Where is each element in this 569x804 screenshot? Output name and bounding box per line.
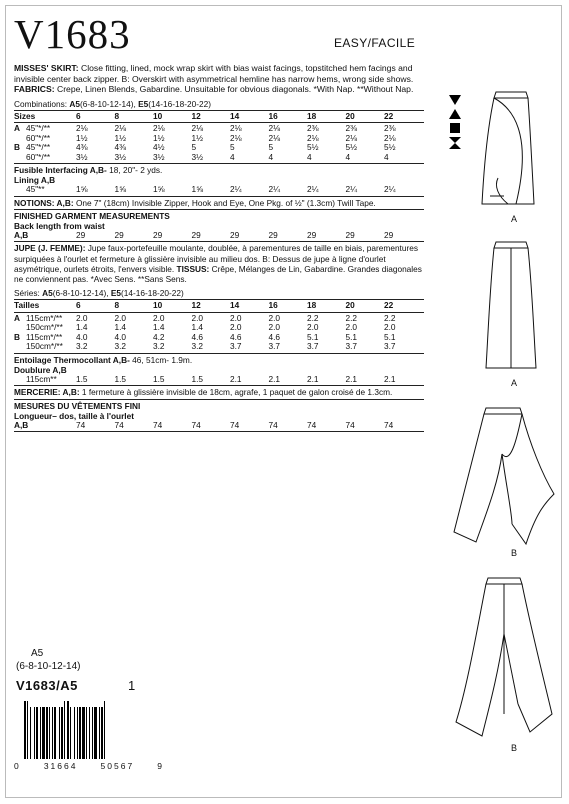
table-cell: 29 [307,229,317,240]
table-cell: 4.0 [114,331,127,342]
table-cell: 4.0 [76,331,88,342]
table-cell: 2.0 [384,322,396,333]
table-cell: 29 [153,229,163,240]
square-icon [448,122,462,134]
table-cell: 5.1 [345,331,358,342]
table-cell: 2.0 [307,322,319,333]
difficulty-label: EASY/FACILE [334,36,416,50]
table-cell: 3.2 [191,341,204,352]
table-cell: 74 [230,419,240,430]
view-b-label: B [511,548,518,558]
size-cell: 12 [191,300,201,311]
table-cell: 29 [191,229,201,240]
table-cell: 2.1 [307,373,319,384]
table-cell: 74 [114,419,124,430]
french-description: JUPE (J. FEMME): Jupe faux-portefeuille moulante, doublée, à parementures de taille en biais, parementures surpiquées à l'ourlet et fermeture à glissière invisible au milieu dos. B: Dessus de jupe à ligne d'ourlet asymétrique, ourlets étroits, l'envers visible. TISSUS: Crêpe, Mélanges de Lin, Gabardine. Grandes diagonales ne conviennent pas. *Avec Sens. **Sans Sens. [14,243,422,285]
mesures-row: A,B 74 74 74 74 74 74 74 74 74 [14,421,424,431]
table-cell: 1½ [114,132,127,143]
table-cell: 1.4 [76,322,88,333]
mercerie-line: MERCERIE: A,B: 1 fermeture à glissière invisible de 18cm, agrafe, 1 paquet de galon croisé de 1.3cm. [14,387,393,398]
size-cell: 18 [307,300,317,311]
table-cell: 3½ [114,151,127,162]
table-cell: 2.1 [345,373,358,384]
table-cell: 1½ [76,132,88,143]
size-cell: 16 [268,300,278,311]
table-cell: 2.0 [114,312,127,323]
table-cell: 1.5 [153,373,165,384]
table-cell: 2⅛ [268,132,281,143]
table-row: 150cm*/** 3.2 3.2 3.2 3.2 3.7 3.7 3.7 3.7 3.7 [14,342,424,352]
table-cell: 3½ [191,151,204,162]
view-b-back-illustration [446,574,561,744]
table-cell: 2.0 [268,312,281,323]
table-cell: 4.6 [230,331,242,342]
table-cell: 2.2 [384,312,396,323]
table-cell: 4.6 [191,331,204,342]
table-cell: 5½ [345,142,358,153]
table-cell: 74 [76,419,86,430]
table-cell: 1⅝ [76,184,88,195]
table-row: A 115cm*/** 2.0 2.0 2.0 2.0 2.0 2.0 2.2 2.2 2.2 [14,314,424,324]
size-cell: 20 [345,300,355,311]
table-cell: 74 [384,419,394,430]
size-cell: 12 [191,110,201,121]
table-cell: 2⅛ [268,123,281,134]
barcode-bar [105,701,107,759]
table-cell: 29 [230,229,240,240]
table-cell: 74 [307,419,317,430]
table-cell: 2⅛ [153,123,165,134]
table-cell: 3.7 [384,341,396,352]
table-cell: 74 [268,419,278,430]
table-row: B 45"*/** 4⅜ 4⅜ 4½ 5 5 5 5½ 5½ 5½ [14,143,424,153]
table-cell: 2⅜ [384,123,396,134]
table-cell: 2⅛ [384,132,396,143]
footer-pattern-code: V1683/A5 [16,678,78,693]
barcode [24,701,154,759]
table-cell: 2.1 [230,373,242,384]
table-row: B 115cm*/** 4.0 4.0 4.2 4.6 4.6 4.6 5.1 5.1 5.1 [14,333,424,343]
english-description: MISSES' SKIRT: Close fitting, lined, mock wrap skirt with bias waist facings, topstitched hem facings and invisible center back zipper. B: Overskirt with asymmetrical hemline has narrow hems, wrong side shows. FABRICS: Crepe, Linen Blends, Gabardine. Unsuitable for obvious diagonals. *With Nap. **Without Nap. [14,63,414,95]
table-cell: 5.1 [307,331,319,342]
table-cell: 2.2 [345,312,358,323]
combinations-fr: Séries: A5(6-8-10-12-14), E5(14-16-18-20-22) [14,288,184,299]
table-cell: 3.2 [153,341,165,352]
text-column [14,11,424,433]
size-header-row [14,112,424,122]
table-cell: 1.4 [153,322,165,333]
nap-icons [448,94,466,150]
size-cell: 14 [230,110,240,121]
table-cell: 2⅛ [76,123,88,134]
back-length-label: Back length from waist [14,220,105,231]
longueur-label: Longueur– dos, taille à l'ourlet [14,410,134,421]
table-cell: 74 [345,419,355,430]
table-cell: 4 [230,151,235,162]
table-cell: 1.4 [114,322,127,333]
table-cell: 2.0 [268,322,281,333]
table-cell: 3.2 [76,341,88,352]
table-cell: 5 [268,142,274,153]
size-cell: 6 [76,300,81,311]
view-b-back-label: B [511,743,518,753]
table-cell: 5 [191,142,197,153]
table-cell: 4.6 [268,331,281,342]
table-cell: 2.0 [230,312,242,323]
table-cell: 29 [345,229,355,240]
table-cell: 2⅜ [307,123,319,134]
doublure-row: 115cm** 1.5 1.5 1.5 1.5 2.1 2.1 2.1 2.1 2.1 [14,375,424,385]
lining-row: 45"** 1⅝ 1⅝ 1⅝ 1⅝ 2¼ 2¼ 2¼ 2¼ 2¼ [14,185,424,195]
table-cell: 1⅝ [191,184,204,195]
table-cell: 2.1 [268,373,281,384]
table-cell: 2.0 [76,312,88,323]
nap-up-triangle-icon [448,108,462,120]
table-cell: 74 [191,419,201,430]
barcode-digits: 0 31664 50567 9 [14,761,164,771]
size-cell: 6 [76,110,81,121]
size-cell: 10 [153,300,163,311]
view-a-back-label: A [511,378,518,388]
size-cell: 22 [384,300,394,311]
table-cell: 2.0 [230,322,242,333]
table-cell: 1.4 [191,322,204,333]
table-cell: 3.7 [345,341,358,352]
table-cell: 2¼ [230,184,242,195]
entoilage-line: Entoilage Thermocollant A,B- 46, 51cm- 1.9m. [14,354,193,365]
table-row: A 45"*/** 2⅛ 2⅛ 2⅛ 2⅛ 2⅛ 2⅛ 2⅜ 2⅜ 2⅜ [14,124,424,134]
table-cell: 2⅛ [230,123,242,134]
header-label: Tailles [14,300,40,311]
footer-size-code: A5 [31,648,44,659]
table-cell: 4⅜ [76,142,88,153]
pattern-envelope-back [5,5,562,798]
table-cell: 4⅜ [114,142,127,153]
table-cell: 29 [268,229,278,240]
table-cell: 1.5 [191,373,204,384]
table-row: 60"*/** 3½ 3½ 3½ 3½ 4 4 4 4 4 [14,153,424,163]
combinations-en: Combinations: A5(6-8-10-12-14), E5(14-16-18-20-22) [14,98,211,109]
taille-header-row [14,301,424,311]
size-cell: 8 [114,110,120,121]
table-cell: 1½ [191,132,204,143]
table-cell: 4 [268,151,274,162]
table-cell: 3.2 [114,341,127,352]
size-cell: 16 [268,110,278,121]
table-cell: 3.7 [268,341,281,352]
table-cell: 2⅜ [345,123,358,134]
table-cell: 2.0 [153,312,165,323]
interfacing-line: Fusible Interfacing A,B- 18, 20"- 2 yds. [14,165,163,176]
table-cell: 1½ [153,132,165,143]
table-cell: 1.5 [114,373,127,384]
table-cell: 3.7 [307,341,319,352]
table-cell: 2⅛ [114,123,127,134]
table-cell: 5½ [307,142,319,153]
lining-title: Lining A,B [14,175,56,186]
table-cell: 2.0 [191,312,204,323]
notions-line: NOTIONS: A,B: One 7" (18cm) Invisible Zipper, Hook and Eye, One Pkg. of ½" (1.3cm) Twill Tape. [14,197,376,208]
footer-size-range: (6-8-10-12-14) [16,661,81,672]
table-cell: 2⅛ [230,132,242,143]
yardage-table [14,124,424,162]
size-cell: 14 [230,300,240,311]
table-cell: 3.7 [230,341,242,352]
table-cell: 2⅛ [307,132,319,143]
mesures-title: MESURES DU VÊTEMENTS FINI [14,400,141,411]
table-cell: 5½ [384,142,396,153]
table-cell: 4 [307,151,312,162]
table-cell: 5 [230,142,235,153]
table-cell: 2¼ [345,184,358,195]
table-cell: 2¼ [384,184,396,195]
table-cell: 1.5 [76,373,88,384]
pattern-code-title: V1683 [14,11,131,57]
nap-down-triangle-icon [448,94,462,106]
hourglass-icon [448,136,462,150]
size-cell: 18 [307,110,317,121]
table-cell: 2.0 [345,322,358,333]
table-cell: 4 [345,151,351,162]
table-row: 150cm*/** 1.4 1.4 1.4 1.4 2.0 2.0 2.0 2.0 2.0 [14,323,424,333]
table-cell: 2.1 [384,373,396,384]
table-cell: 2¼ [307,184,319,195]
table-cell: 1⅝ [114,184,127,195]
table-cell: 29 [76,229,86,240]
table-cell: 3½ [76,151,88,162]
table-cell: 2.2 [307,312,319,323]
table-cell: 29 [384,229,394,240]
view-a-front-illustration [468,86,558,216]
finished-measurements-title: FINISHED GARMENT MEASUREMENTS [14,210,170,221]
table-cell: 2⅛ [191,123,204,134]
table-cell: 2⅛ [345,132,358,143]
view-a-back-illustration [474,236,554,376]
table-row: 60"*/** 1½ 1½ 1½ 1½ 2⅛ 2⅛ 2⅛ 2⅛ 2⅛ [14,134,424,144]
table-cell: 74 [153,419,163,430]
size-cell: 20 [345,110,355,121]
table-cell: 1⅝ [153,184,165,195]
table-cell: 29 [114,229,124,240]
table-cell: 4 [384,151,389,162]
size-cell: 8 [114,300,120,311]
size-cell: 22 [384,110,394,121]
table-cell: 2¼ [268,184,281,195]
finished-row: A,B 29 29 29 29 29 29 29 29 29 [14,231,424,241]
metrage-table [14,314,424,352]
doublure-title: Doublure A,B [14,364,67,375]
table-cell: 4½ [153,142,165,153]
footer-page-number: 1 [128,678,136,693]
view-b-front-illustration [446,404,561,549]
view-a-label: A [511,214,518,224]
table-cell: 3½ [153,151,165,162]
table-cell: 4.2 [153,331,165,342]
table-cell: 5.1 [384,331,396,342]
header-label: Sizes [14,110,36,121]
size-cell: 10 [153,110,163,121]
